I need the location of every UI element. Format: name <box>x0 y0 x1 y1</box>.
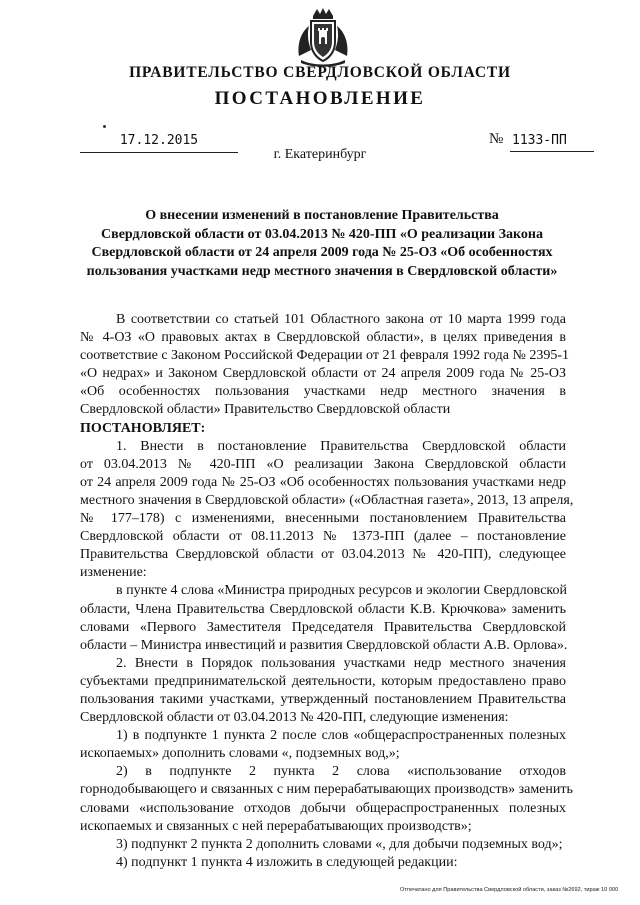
body-line: от 03.04.2013 № 420-ПП «О реализации Закона Свердловской области <box>80 456 566 472</box>
body-line: местного значения в Свердловской области» («Областная газета», 2013, 13 апреля, <box>80 492 574 508</box>
body-line: «О недрах» и Законом Свердловской области от 24 апреля 2009 года № 25-ОЗ <box>80 366 566 382</box>
body-line: Правительства Свердловской области от 03.04.2013 № 420-ПП), следующее <box>80 547 566 563</box>
coat-of-arms-icon <box>295 6 351 68</box>
heading-line: пользования участками недр местного значения в Свердловской области» <box>86 263 558 279</box>
body-line: в пункте 4 слова «Министра природных ресурсов и экологии Свердловской <box>116 583 567 599</box>
organization-title: ПРАВИТЕЛЬСТВО СВЕРДЛОВСКОЙ ОБЛАСТИ <box>129 64 511 81</box>
body-line: № 177–178) с изменениями, внесенными постановлением Правительства <box>80 511 566 527</box>
body-line: Свердловской области от 03.04.2013 № 420-ПП, следующие изменения: <box>80 710 509 726</box>
body-line: субъектами предпринимательской деятельности, которым предоставлено право <box>80 673 566 689</box>
body-line: 4) подпункт 1 пункта 4 изложить в следующей редакции: <box>116 854 458 870</box>
document-body <box>80 311 574 872</box>
body-line: области, Члена Правительства Свердловской области К.В. Крючкова» заменить <box>80 601 566 617</box>
heading-line: О внесении изменений в постановление Правительства <box>145 208 499 223</box>
body-line: области – Министра инвестиций и развития Свердловской области А.В. Орлова». <box>80 637 568 653</box>
body-line: Свердловской области от 08.11.2013 № 1373-ПП (далее – постановление <box>80 529 566 545</box>
body-line: горнодобывающего и связанных с ним перерабатывающих производств» заменить <box>80 782 573 798</box>
city-name: г. Екатеринбург <box>273 147 367 162</box>
document-type: ПОСТАНОВЛЕНИЕ <box>214 88 426 109</box>
body-line: Свердловской области» Правительство Свердловской области <box>80 402 451 418</box>
body-line: В соответствии со статьей 101 Областного закона от 10 марта 1999 года <box>116 312 566 327</box>
body-line: 1) в подпункте 1 пункта 2 после слов «общераспространенных полезных <box>116 728 566 744</box>
body-line: 3) подпункт 2 пункта 2 дополнить словами «, для добычи подземных вод»; <box>116 836 563 852</box>
margin-dot <box>103 125 106 128</box>
number-sign: № <box>489 131 504 147</box>
heading-line: Свердловской области от 03.04.2013 № 420-ПП «О реализации Закона <box>101 226 543 242</box>
body-line: соответствие с Законом Российской Федерации от 21 февраля 1992 года № 2395-1 <box>80 348 569 364</box>
body-line: «Об особенностях пользования участками недр местного значения в <box>80 384 566 400</box>
body-line: пользования такими участками, утвержденный постановлением Правительства <box>80 691 566 707</box>
body-line: изменение: <box>80 565 147 581</box>
print-footer-note: Отпечатано для Правительства Свердловской области, заказ №2692, тираж 10 000 <box>400 887 619 893</box>
body-line: 1. Внести в постановление Правительства Свердловской области <box>116 438 566 454</box>
body-line: № 4-ОЗ «О правовых актах в Свердловской области», в целях приведения в <box>80 330 566 346</box>
body-line: от 24 апреля 2009 года № 25-ОЗ «Об особенностях пользования участками недр <box>80 474 566 490</box>
body-line: 2. Внести в Порядок пользования участками недр местного значения <box>116 655 566 671</box>
document-heading <box>82 207 562 281</box>
body-line: ископаемых и связанных с ней перерабатывающих производств»; <box>80 818 472 834</box>
document-number: 1133-ПП <box>510 130 594 152</box>
body-line: словами «использование отходов добычи общераспространенных полезных <box>80 800 566 816</box>
body-line: 2) в подпункте 2 пункта 2 слова «использование отходов <box>116 764 566 780</box>
resolves-heading: ПОСТАНОВЛЯЕТ: <box>80 420 206 436</box>
body-line: ископаемых» дополнить словами «, подземных вод,»; <box>80 746 400 762</box>
document-date: 17.12.2015 <box>80 130 238 153</box>
heading-line: Свердловской области от 24 апреля 2009 года № 25-ОЗ «Об особенностях <box>91 245 553 260</box>
body-line: словами «Первого Заместителя Председателя Правительства Свердловской <box>80 619 566 635</box>
